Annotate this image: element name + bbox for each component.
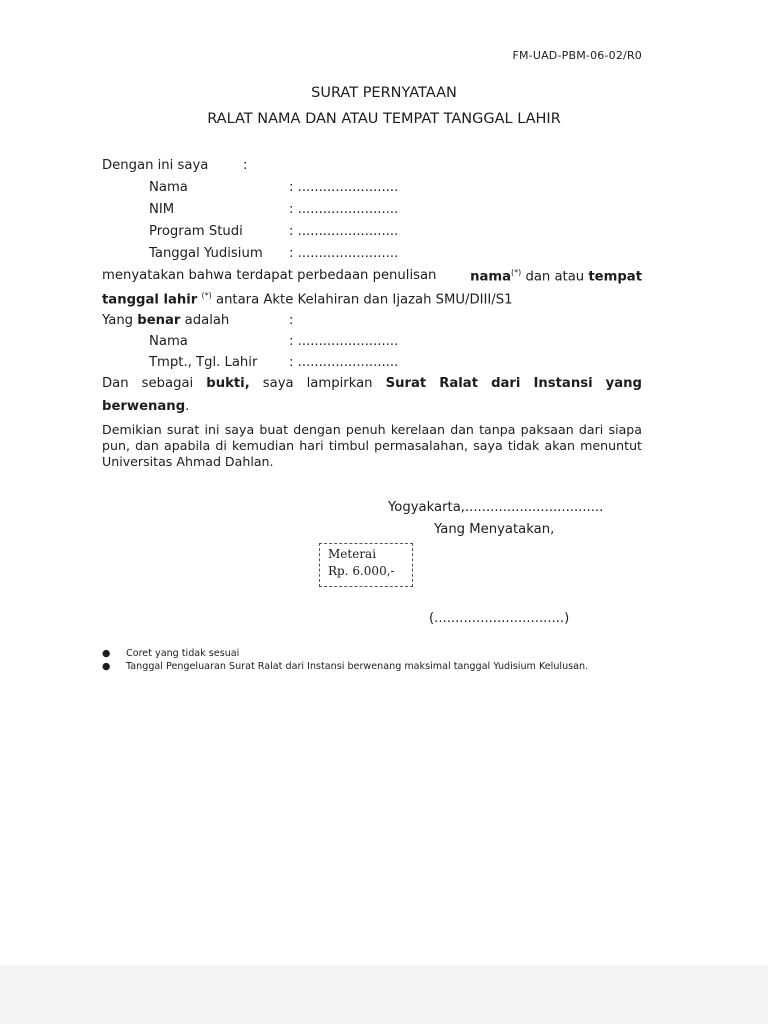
signer-label: Yang Menyatakan,: [434, 522, 555, 537]
field-label-nama-benar: Nama: [149, 334, 188, 349]
footnote-mark: (*): [511, 268, 522, 277]
field-blank-nim: : ........................: [289, 202, 399, 217]
bullet-icon: ●: [102, 661, 111, 672]
footnote-mark-2: (*): [201, 291, 212, 300]
yang-benar-line: [102, 313, 229, 328]
note-text: Coret yang tidak sesuai: [126, 648, 240, 659]
statement-line-1: [102, 268, 642, 284]
field-label-ttl-benar: Tmpt., Tgl. Lahir: [149, 355, 258, 370]
field-label-tanggal-yudisium: Tanggal Yudisium: [149, 246, 263, 261]
berwenang-text: berwenang: [102, 399, 186, 414]
meterai-amount: Rp. 6.000,-: [328, 564, 395, 578]
bukti-bold: bukti,: [206, 376, 250, 391]
statement-dan-atau: dan atau: [525, 269, 585, 285]
note-text: Tanggal Pengeluaran Surat Ralat dari Instansi berwenang maksimal tanggal Yudisium Kelulusan.: [126, 661, 589, 672]
notes-list: [102, 647, 588, 673]
field-blank-tanggal-yudisium: : ........................: [289, 246, 399, 261]
form-code: FM-UAD-PBM-06-02/R0: [512, 49, 642, 62]
yang-benar-colon: :: [289, 313, 294, 328]
statement-text: menyatakan bahwa terdapat perbedaan penulisan: [102, 268, 437, 283]
field-blank-ttl-benar: : ........................: [289, 355, 399, 370]
statement-tanggal-lahir: tanggal lahir: [102, 292, 198, 308]
closing-paragraph: Demikian surat ini saya buat dengan penuh kerelaan dan tanpa paksaan dari siapa pun, dan apabila di kemudian hari timbul permasalahan, saya tidak akan menuntut Universitas Ahmad Dahlan.: [102, 422, 642, 469]
bullet-icon: ●: [102, 648, 111, 659]
field-label-nama: Nama: [149, 180, 188, 195]
field-blank-nama: : ........................: [289, 180, 399, 195]
field-blank-program-studi: : ........................: [289, 224, 399, 239]
bukti-word: Dan: [102, 376, 129, 391]
statement-line-2: [102, 291, 513, 307]
bukti-bold: Ralat: [439, 376, 479, 391]
document-title: SURAT PERNYATAAN: [311, 85, 457, 101]
list-item: [102, 660, 588, 673]
place-date: Yogyakarta,.................................: [388, 500, 604, 515]
field-label-program-studi: Program Studi: [149, 224, 243, 239]
bukti-word: saya: [262, 376, 294, 391]
bukti-word: lampirkan: [306, 376, 373, 391]
bukti-bold: Surat: [385, 376, 427, 391]
bukti-line-1: [102, 376, 642, 391]
statement-nama: nama: [470, 269, 511, 285]
meterai-label: Meterai: [328, 547, 377, 561]
bukti-bold: yang: [605, 376, 642, 391]
field-label-nim: NIM: [149, 202, 175, 217]
document-subtitle: RALAT NAMA DAN ATAU TEMPAT TANGGAL LAHIR: [207, 111, 561, 127]
list-item: [102, 647, 588, 660]
adalah-text: adalah: [184, 313, 230, 328]
intro-colon: :: [243, 158, 248, 173]
yang-text: Yang: [102, 313, 134, 328]
statement-tempat: tempat: [588, 269, 642, 285]
field-blank-nama-benar: : ........................: [289, 334, 399, 349]
bukti-bold: dari: [491, 376, 521, 391]
signature-line: (...............................): [429, 611, 570, 626]
bukti-word: sebagai: [141, 376, 194, 391]
intro-line: [102, 158, 208, 173]
benar-text: benar: [137, 313, 181, 328]
intro-text: Dengan ini saya: [102, 158, 209, 173]
bukti-line-2: berwenang.: [102, 399, 190, 414]
statement-rest: antara Akte Kelahiran dan Ijazah SMU/DIII/S1: [215, 292, 513, 308]
stamp-duty-box: [319, 543, 413, 587]
bukti-bold: Instansi: [533, 376, 593, 391]
